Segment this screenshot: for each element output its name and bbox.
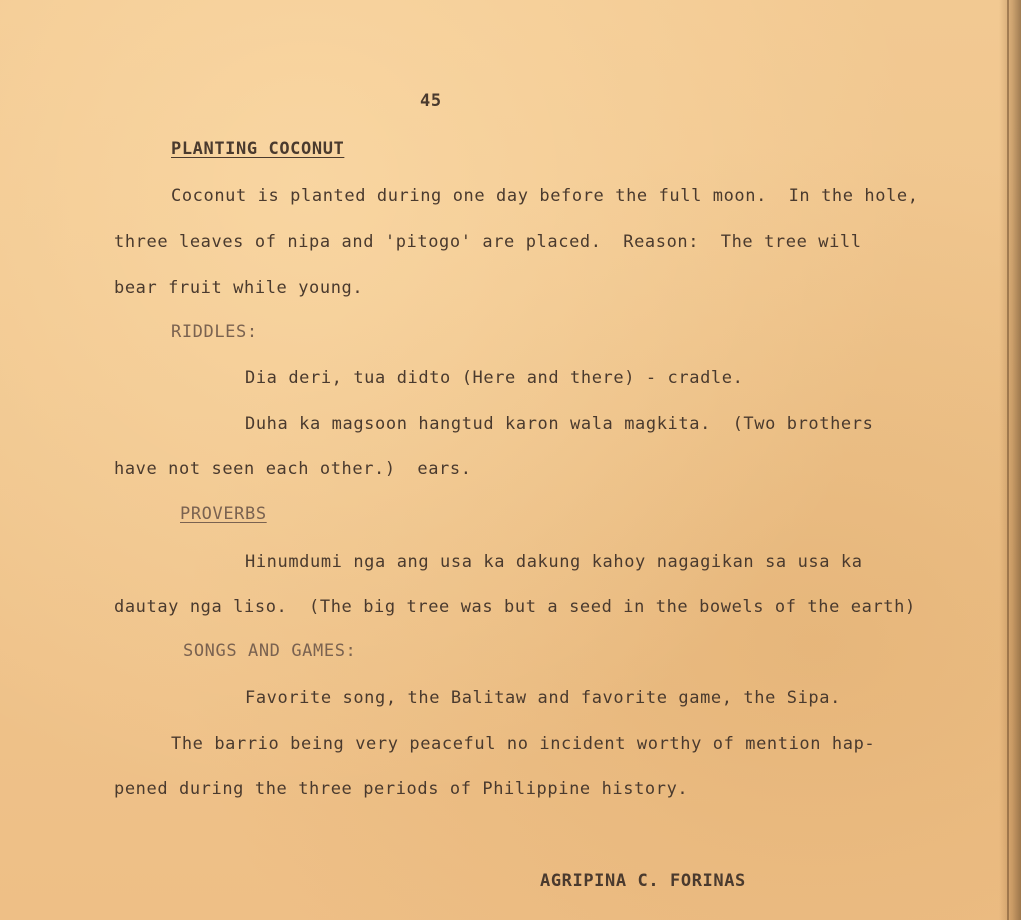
closing-line-2: pened during the three periods of Philippine history. [114, 779, 689, 799]
heading-proverbs: PROVERBS [180, 504, 267, 524]
page-edge-shadow [999, 0, 1021, 920]
heading-songs-and-games: SONGS AND GAMES: [183, 641, 357, 661]
page-number: 45 [420, 91, 442, 111]
page-edge-line [1007, 0, 1009, 920]
closing-line-1: The barrio being very peaceful no incident worthy of mention hap- [171, 734, 876, 754]
riddle-line-1: Dia deri, tua didto (Here and there) - cradle. [245, 368, 744, 388]
signature: AGRIPINA C. FORINAS [540, 871, 746, 891]
proverb-line-2: dautay nga liso. (The big tree was but a seed in the bowels of the earth) [114, 597, 916, 617]
planting-line-1: Coconut is planted during one day before the full moon. In the hole, [171, 186, 919, 206]
heading-riddles: RIDDLES: [171, 322, 258, 342]
proverb-line-1: Hinumdumi nga ang usa ka dakung kahoy nagagikan sa usa ka [245, 552, 863, 572]
heading-planting-coconut: PLANTING COCONUT [171, 139, 345, 159]
planting-line-3: bear fruit while young. [114, 278, 364, 298]
riddle-line-3: have not seen each other.) ears. [114, 459, 472, 479]
songs-line-1: Favorite song, the Balitaw and favorite game, the Sipa. [245, 688, 841, 708]
riddle-line-2: Duha ka magsoon hangtud karon wala magkita. (Two brothers [245, 414, 874, 434]
planting-line-2: three leaves of nipa and 'pitogo' are placed. Reason: The tree will [114, 232, 862, 252]
